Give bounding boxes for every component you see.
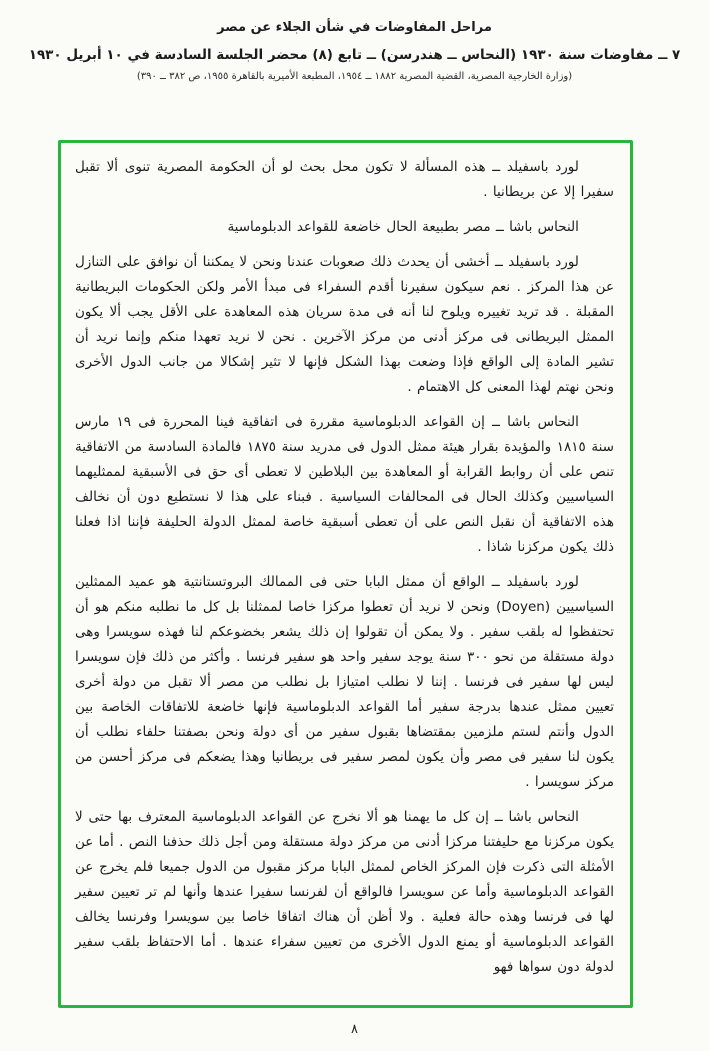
highlighted-text-box [58, 140, 633, 1008]
paragraph-nahhas-pasha-2: النحاس باشا ــ إن القواعد الدبلوماسية مقررة فى اتفاقية فينا المحررة فى ١٩ مارس سنة ١٨١٥ والمؤيدة بقرار هيئة ممثل الدول فى مدريد سنة ١٨٧٥ فالمادة السادسة من الاتفاقية تنص على أن روابط القرابة أو المعاهدة بين البلاطين لا تعطى أى حق فى الأسبقية لممثليهما السياسيين وكذلك الحال فى المحالفات السياسية . فبناء على هذا لا نستطيع دون أن نخالف هذه الاتفاقية أن نقبل النص على أن تعطى أسبقية خاصة لممثل الدولة الحليفة فإننا اذا فعلنا ذلك يكون مركزنا شاذا . [75, 414, 614, 555]
paragraph-lord-passfield-3: لورد باسفيلد ــ الواقع أن ممثل البابا حتى فى الممالك البروتستانتية هو عميد الممثلين السياسيين (Doyen) ونحن لا نريد أن تعطوا مركزا خاصا لممثلنا بل كل ما نطلبه منكم هو أن تحتفظوا له بلقب سفير . ولا يمكن أن تقولوا إن ذلك يشعر بخضوعكم لنا فهذه سويسرا وهى دولة مستقلة من نحو ٣٠٠ سنة يوجد سفير واحد هو سفير فرنسا . وأكثر من ذلك فإن سويسرا ليس لها سفير فى فرنسا . إننا لا نطلب امتيازا بل نطلب من مصر ألا تقبل من دولة أخرى تعيين ممثل عندها بدرجة سفير أما القواعد الدبلوماسية فإنها خاضعة للاتفاقات الخاصة بين الدول وأنتم لستم ملزمين بمقتضاها بقبول سفير من أى دولة ونحن بصفتنا حلفاء نطلب أن يكون لنا سفير فى مصر وأن يكون لمصر سفير فى بريطانيا وهذا يضعكم فى مركز أحسن من مركز سويسرا . [75, 574, 615, 790]
paragraph-nahhas-pasha-1: النحاس باشا ــ مصر بطبيعة الحال خاضعة للقواعد الدبلوماسية [227, 219, 579, 235]
paragraph-lord-passfield-2: لورد باسفيلد ــ أخشى أن يحدث ذلك صعوبات عندنا ونحن لا يمكننا أن نوافق على التنازل عن هذا المركز . نعم سيكون سفيرنا أقدم السفراء فى مبدأ الأمر ولكن الحكومات البريطانية المقبلة . قد تريد تغييره ويلوح لنا أنه فى مدة سريان هذه المعاهدة على الأقل يجب ألا يكون الممثل البريطانى فى مركز أدنى من مركز الآخرين . نحن لا نريد تعهدا منكم وإنما نريد أن تشير المادة إلى الواقع فإذا وضعت بهذا الشكل فإنها لا تثير إشكالا من جانب الدول الأخرى ونحن نهتم لهذا المعنى كل الاهتمام . [75, 254, 614, 395]
page-subtitle: ٧ ــ مفاوضات سنة ١٩٣٠ (النحاس ــ هندرسن) ــ تابع (٨) محضر الجلسة السادسة في ١٠ أبريل ١٩٣٠ [28, 47, 681, 63]
paragraph-nahhas-pasha-3: النحاس باشا ــ إن كل ما يهمنا هو ألا نخرج عن القواعد الدبلوماسية المعترف بها حتى لا يكون مركزنا مع حليفتنا مركزا أدنى من مركز دولة مستقلة ومن أجل ذلك حذفنا النص . أما عن الأمثلة التى ذكرت فإن المركز الخاص لممثل البابا مركز مقبول من الدول جميعا فلم يخرج عن القواعد الدبلوماسية وأما عن سويسرا فالواقع أن لفرنسا سفيرا عندها وأنها لم تر تعيين سفير لها فى فرنسا وهذه حالة فعلية . ولا أظن أن هناك اتفاقا خاصا بين سويسرا وفرنسا يخالف القواعد الدبلوماسية أو يمنع الدول الأخرى من تعيين سفراء عندها . أما الاحتفاظ بلقب سفير لدولة دون سواها فهو [75, 809, 614, 975]
paragraph-lord-passfield-1: لورد باسفيلد ــ هذه المسألة لا تكون محل بحث لو أن الحكومة المصرية تنوى ألا تقبل سفيرا إلا عن بريطانيا . [75, 159, 614, 200]
source-citation: (وزارة الخارجية المصرية، القضية المصرية ١٨٨٢ ــ ١٩٥٤، المطبعة الأميرية بالقاهرة ١٩٥٥، ص ٣٨٢ ــ ٣٩٠) [136, 71, 573, 82]
page-title: مراحل المفاوضات في شأن الجلاء عن مصر [217, 20, 492, 35]
page-header [0, 0, 709, 82]
page-number: ٨ [351, 1022, 358, 1037]
